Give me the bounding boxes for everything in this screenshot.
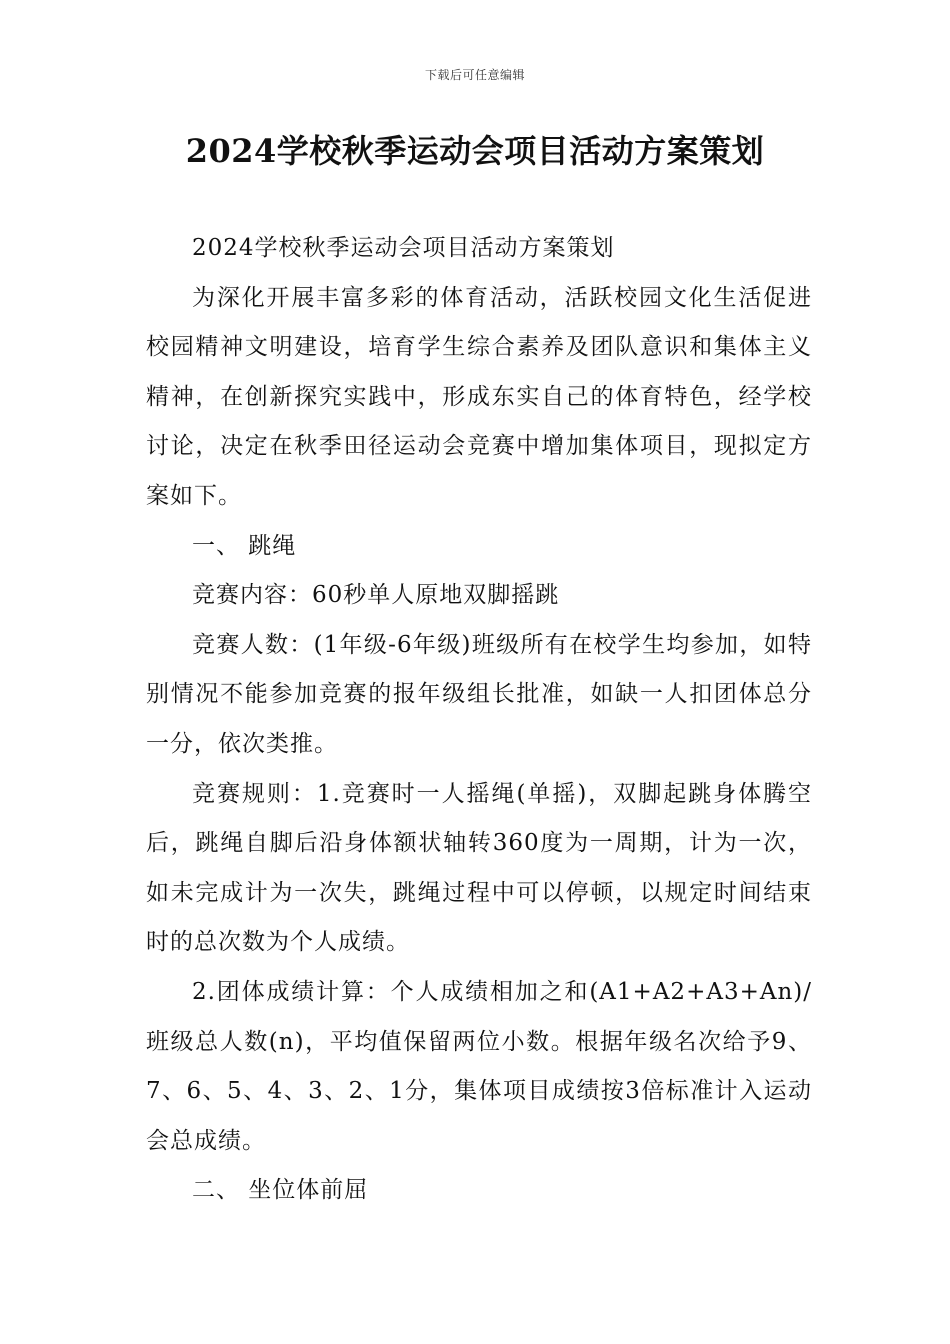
paragraph-intro: 为深化开展丰富多彩的体育活动，活跃校园文化生活促进校园精神文明建设，培育学生综合素养及团队意识和集体主义精神，在创新探究实践中，形成东实自己的体育特色，经学校讨论，决定在秋季田径运动会竞赛中增加集体项目，现拟定方案如下。 bbox=[146, 284, 812, 509]
paragraph-subtitle: 2024学校秋季运动会项目活动方案策划 bbox=[192, 235, 615, 261]
paragraph-team-score: 2.团体成绩计算：个人成绩相加之和(A1+A2+A3+An)/班级总人数(n)，平均值保留两位小数。根据年级名次给予9、7、6、5、4、3、2、1分，集体项目成绩按3倍标准计入运动会总成绩。 bbox=[146, 978, 812, 1154]
document-title: 2024学校秋季运动会项目活动方案策划 bbox=[185, 132, 765, 170]
paragraph-rules: 竞赛规则：1.竞赛时一人摇绳(单摇)，双脚起跳身体腾空后，跳绳自脚后沿身体额状轴转360度为一周期，计为一次，如未完成计为一次失，跳绳过程中可以停顿，以规定时间结束时的总次数为个人成绩。 bbox=[146, 780, 812, 956]
section-heading-sit-and-reach: 二、 坐位体前屈 bbox=[192, 1177, 369, 1204]
paragraph-content: 竞赛内容：60秒单人原地双脚摇跳 bbox=[192, 582, 560, 609]
document-body bbox=[146, 224, 812, 1216]
header-note: 下载后可任意编辑 bbox=[424, 68, 525, 82]
section-heading-jump-rope: 一、 跳绳 bbox=[192, 532, 297, 559]
paragraph-participants: 竞赛人数：(1年级-6年级)班级所有在校学生均参加，如特别情况不能参加竞赛的报年级组长批准，如缺一人扣团体总分一分，依次类推。 bbox=[146, 631, 812, 757]
